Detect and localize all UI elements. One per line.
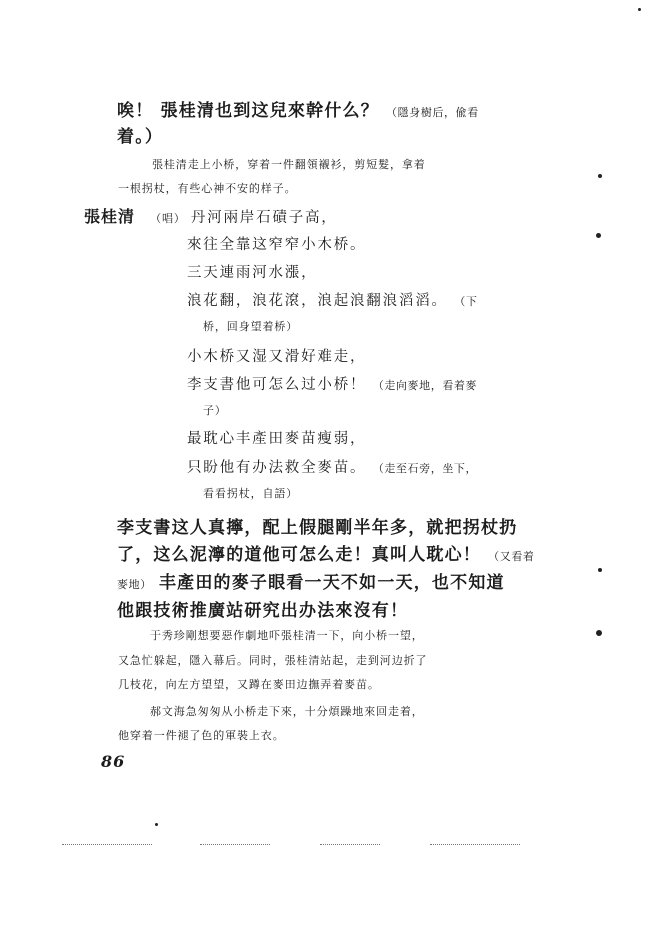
stage-note: 麥地） (117, 578, 152, 591)
stage-note: （唱） (150, 212, 186, 225)
scan-speck (598, 174, 602, 178)
song-line: 小木桥又湿又滑好难走， (187, 349, 367, 365)
stage-note: （隱身樹后，偸看 (386, 106, 479, 119)
stage-note: （走至石旁，坐下， (372, 462, 478, 475)
dialogue-line: 着。） (117, 127, 164, 147)
stage-direction: 几枝花，向左方望望，又蹲在麥田边撫弄着麥苗。 (118, 678, 380, 691)
scan-edge-mark (62, 844, 152, 846)
song-line: 浪花翻，浪花滾，浪起浪翻浪滔滔。 （下 (187, 293, 478, 309)
stage-direction: 子） (203, 404, 227, 417)
dialogue-line: 麥地） 丰產田的麥子眼看一天不如一天，也不知道 (117, 573, 505, 593)
scan-edge-mark (320, 844, 380, 846)
song-line: 李支書他可怎么过小桥！ （走向麥地，看着麥 (187, 377, 478, 393)
stage-direction: 他穿着一件褪了色的軍裝上衣。 (118, 729, 285, 742)
stage-note: （下 (454, 295, 478, 308)
scan-speck (638, 8, 641, 11)
stage-direction: 看看拐杖，自語） (203, 487, 299, 500)
scan-edge-mark (430, 844, 520, 846)
song-line: 三天連雨河水漲， (187, 265, 318, 281)
speaker-name: 張桂清 (84, 207, 136, 226)
scan-speck (155, 823, 158, 826)
dialogue-line: 他跟技術推廣站研究出办法來沒有！ (117, 601, 409, 621)
scan-edge-mark (200, 844, 270, 846)
dialogue-line: 了，这么泥濘的道他可怎么走！真叫人耽心！ （又看着 (117, 545, 535, 565)
stage-direction: 于秀珍剛想要惡作劇地吓張桂清一下，向小桥一望， (150, 629, 424, 642)
song-line: 來往全靠这窄窄小木桥。 (187, 237, 367, 253)
stage-direction: 又急忙躲起，隱入幕后。同时，張桂清站起，走到河边折了 (118, 654, 428, 667)
scan-speck (596, 630, 602, 636)
scan-speck (596, 233, 601, 238)
dialogue-line: 李支書这人真擰，配上假腿剛半年多，就把拐杖扔 (117, 518, 518, 538)
scan-speck (598, 568, 602, 572)
stage-note: （走向麥地，看着麥 (372, 379, 478, 392)
stage-direction: 張桂清走上小桥，穿着一件翻領襯衫，剪短髮，拿着 (152, 158, 426, 171)
stage-direction: 郝文海急匆匆从小桥走下來，十分煩躁地來回走着， (150, 705, 424, 718)
stage-direction: 一根拐杖，有些心神不安的样子。 (118, 182, 297, 195)
dialogue-line: 唉！ 張桂清也到这兒來幹什么？ （隱身樹后，偸看 (117, 101, 479, 121)
song-line: 只盼他有办法救全麥苗。 （走至石旁，坐下， (187, 460, 478, 476)
song-line: 張桂清 （唱） 丹河兩岸石磧子高， (84, 207, 338, 226)
stage-note: （又看着 (488, 550, 535, 563)
page-number: 86 (101, 752, 126, 771)
song-line: 最耽心丰產田麥苗瘦弱， (187, 431, 367, 447)
stage-direction: 桥，回身望着桥） (203, 320, 299, 333)
